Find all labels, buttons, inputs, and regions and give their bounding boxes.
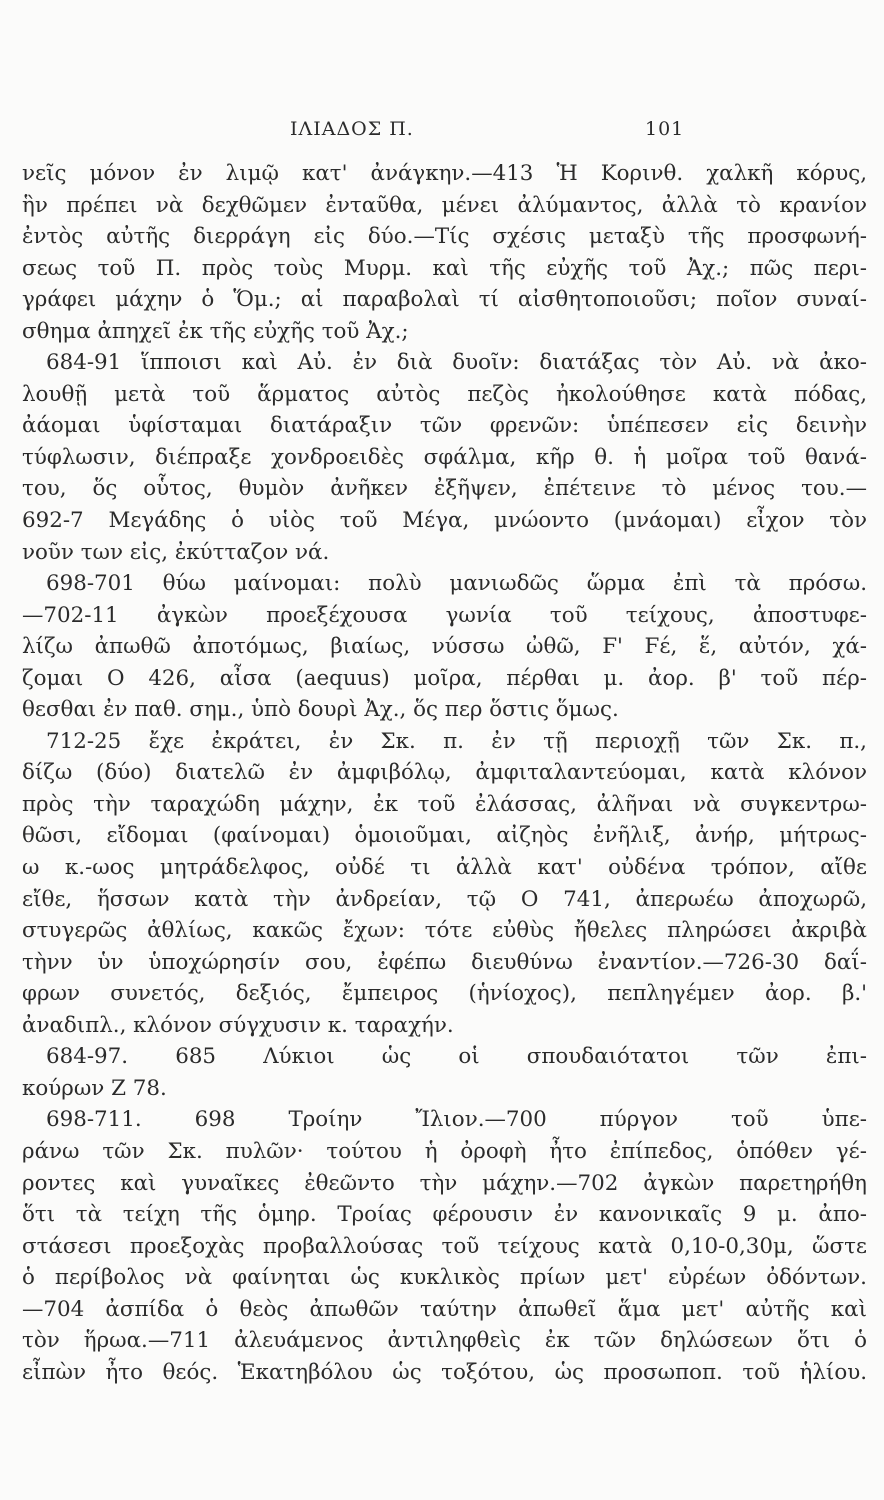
- text-line: 698-711. 698 Τροίην Ἴλιον.—700 πύργον τοῦ ὑπε-: [46, 1107, 867, 1133]
- text-line: ζομαι Ο 426, αἶσα (aequus) μοῖρα, πέρθαι μ. ἀορ. β' τοῦ πέρ-: [22, 665, 867, 691]
- text-line: θεσθαι ἐν παθ. σημ., ὑπὸ δουρὶ Ἀχ., ὅς περ ὅστις ὅμως.: [22, 697, 619, 723]
- text-line: ἀναδιπλ., κλόνον σύγχυσιν κ. ταραχήν.: [22, 1012, 454, 1038]
- text-line: στυγερῶς ἀθλίως, κακῶς ἔχων: τότε εὐθὺς ἤθελες πληρώσει ἀκριβὰ: [22, 918, 867, 944]
- text-line: ροντες καὶ γυναῖκες ἐθεῶντο τὴν μάχην.—702 ἀγκὼν παρετηρήθη: [22, 1170, 867, 1196]
- text-line: σθημα ἀπηχεῖ ἐκ τῆς εὐχῆς τοῦ Ἀχ.;: [22, 318, 409, 344]
- text-line: λίζω ἀπωθῶ ἀποτόμως, βιαίως, νύσσω ὠθῶ, Ϝ' Ϝέ, ἕ, αὐτόν, χά-: [22, 634, 867, 660]
- text-line: στάσεσι προεξοχὰς προβαλλούσας τοῦ τείχους κατὰ 0,10-0,30μ, ὥστε: [22, 1233, 867, 1259]
- text-line: ὅτι τὰ τείχη τῆς ὁμηρ. Τροίας φέρουσιν ἐν κανονικαῖς 9 μ. ἀπο-: [22, 1202, 867, 1228]
- text-line: ἣν πρέπει νὰ δεχθῶμεν ἐνταῦθα, μένει ἀλύμαντος, ἀλλὰ τὸ κρανίον: [22, 192, 867, 218]
- page-number: 101: [645, 118, 685, 140]
- text-line: του, ὅς οὗτος, θυμὸν ἀνῆκεν ἐξῆψεν, ἐπέτεινε τὸ μένος του.—: [22, 476, 867, 502]
- text-line: τὸν ἥρωα.—711 ἀλευάμενος ἀντιληφθεὶς ἐκ τῶν δηλώσεων ὅτι ὁ: [22, 1328, 867, 1354]
- running-head: [0, 118, 884, 148]
- text-line: φρων συνετός, δεξιός, ἔμπειρος (ἡνίοχος), πεπληγέμεν ἀορ. β.': [22, 981, 867, 1007]
- text-line: 692-7 Μεγάδης ὁ υἱὸς τοῦ Μέγα, μνώοντο (μνάομαι) εἶχον τὸν: [22, 508, 867, 534]
- text-line: ἐντὸς αὐτῆς διερράγη εἰς δύο.—Τίς σχέσις μεταξὺ τῆς προσφωνή-: [22, 224, 867, 250]
- text-line: τύφλωσιν, διέπραξε χονδροειδὲς σφάλμα, κῆρ θ. ἡ μοῖρα τοῦ θανά-: [22, 444, 867, 470]
- text-line: ράνω τῶν Σκ. πυλῶν· τούτου ἡ ὀροφὴ ἦτο ἐπίπεδος, ὁπόθεν γέ-: [22, 1138, 867, 1164]
- text-line: πρὸς τὴν ταραχώδη μάχην, ἐκ τοῦ ἐλάσσας, ἀλῆναι νὰ συγκεντρω-: [22, 791, 867, 817]
- text-line: —704 ἀσπίδα ὁ θεὸς ἀπωθῶν ταύτην ἀπωθεῖ ἅμα μετ' αὐτῆς καὶ: [22, 1296, 867, 1322]
- text-line: ω κ.-ωος μητράδελφος, οὐδέ τι ἀλλὰ κατ' οὐδένα τρόπον, αἴθε: [22, 855, 867, 881]
- text-line: ἀάομαι ὑφίσταμαι διατάραξιν τῶν φρενῶν: ὑπέπεσεν εἰς δεινὴν: [22, 413, 867, 439]
- commentary-text: [22, 158, 867, 1388]
- text-line: νοῦν των εἰς, ἐκύτταζον νά.: [22, 539, 330, 565]
- text-line: 712-25 ἔχε ἐκράτει, ἐν Σκ. π. ἐν τῇ περιοχῇ τῶν Σκ. π.,: [46, 728, 867, 754]
- text-line: ὁ περίβολος νὰ φαίνηται ὡς κυκλικὸς πρίων μετ' εὐρέων ὀδόντων.: [22, 1265, 867, 1291]
- text-line: 698-701 θύω μαίνομαι: πολὺ μανιωδῶς ὥρμα ἐπὶ τὰ πρόσω.: [46, 571, 867, 597]
- text-line: γράφει μάχην ὁ Ὅμ.; αἱ παραβολαὶ τί αἰσθητοποιοῦσι; ποῖον συναί-: [22, 287, 867, 313]
- text-line: εἴθε, ἥσσων κατὰ τὴν ἀνδρείαν, τῷ Ο 741, ἀπερωέω ἀποχωρῶ,: [22, 886, 867, 912]
- text-line: σεως τοῦ Π. πρὸς τοὺς Μυρμ. καὶ τῆς εὐχῆς τοῦ Ἀχ.; πῶς περι-: [22, 255, 867, 281]
- text-line: δίζω (δύο) διατελῶ ἐν ἀμφιβόλῳ, ἀμφιταλαντεύομαι, κατὰ κλόνον: [22, 760, 867, 786]
- text-line: κούρων Ζ 78.: [22, 1075, 167, 1101]
- running-title: ΙΛΙΑΔΟΣ Π.: [290, 118, 414, 140]
- text-line: εἶπὼν ἦτο θεός. Ἑκατηβόλου ὡς τοξότου, ὡς προσωποπ. τοῦ ἡλίου.: [22, 1359, 867, 1385]
- text-line: λουθῇ μετὰ τοῦ ἅρματος αὐτὸς πεζὸς ἠκολούθησε κατὰ πόδας,: [22, 381, 867, 407]
- text-line: —702-11 ἀγκὼν προεξέχουσα γωνία τοῦ τείχους, ἀποστυφε-: [22, 602, 867, 628]
- text-line: θῶσι, εἴδομαι (φαίνομαι) ὁμοιοῦμαι, αἰζηὸς ἐνῆλιξ, ἀνήρ, μήτρως-: [22, 823, 867, 849]
- text-line: τὴνν ὑν ὑποχώρησίν σου, ἐφέπω διευθύνω ἐναντίον.—726-30 δαΐ-: [22, 949, 867, 975]
- text-line: 684-91 ἵπποισι καὶ Αὐ. ἐν διὰ δυοῖν: διατάξας τὸν Αὐ. νὰ ἀκο-: [46, 350, 867, 376]
- text-line: νεῖς μόνον ἐν λιμῷ κατ' ἀνάγκην.—413 Ἡ Κορινθ. χαλκῆ κόρυς,: [22, 161, 867, 186]
- text-line: 684-97. 685 Λύκιοι ὡς οἱ σπουδαιότατοι τῶν ἐπι-: [46, 1044, 867, 1070]
